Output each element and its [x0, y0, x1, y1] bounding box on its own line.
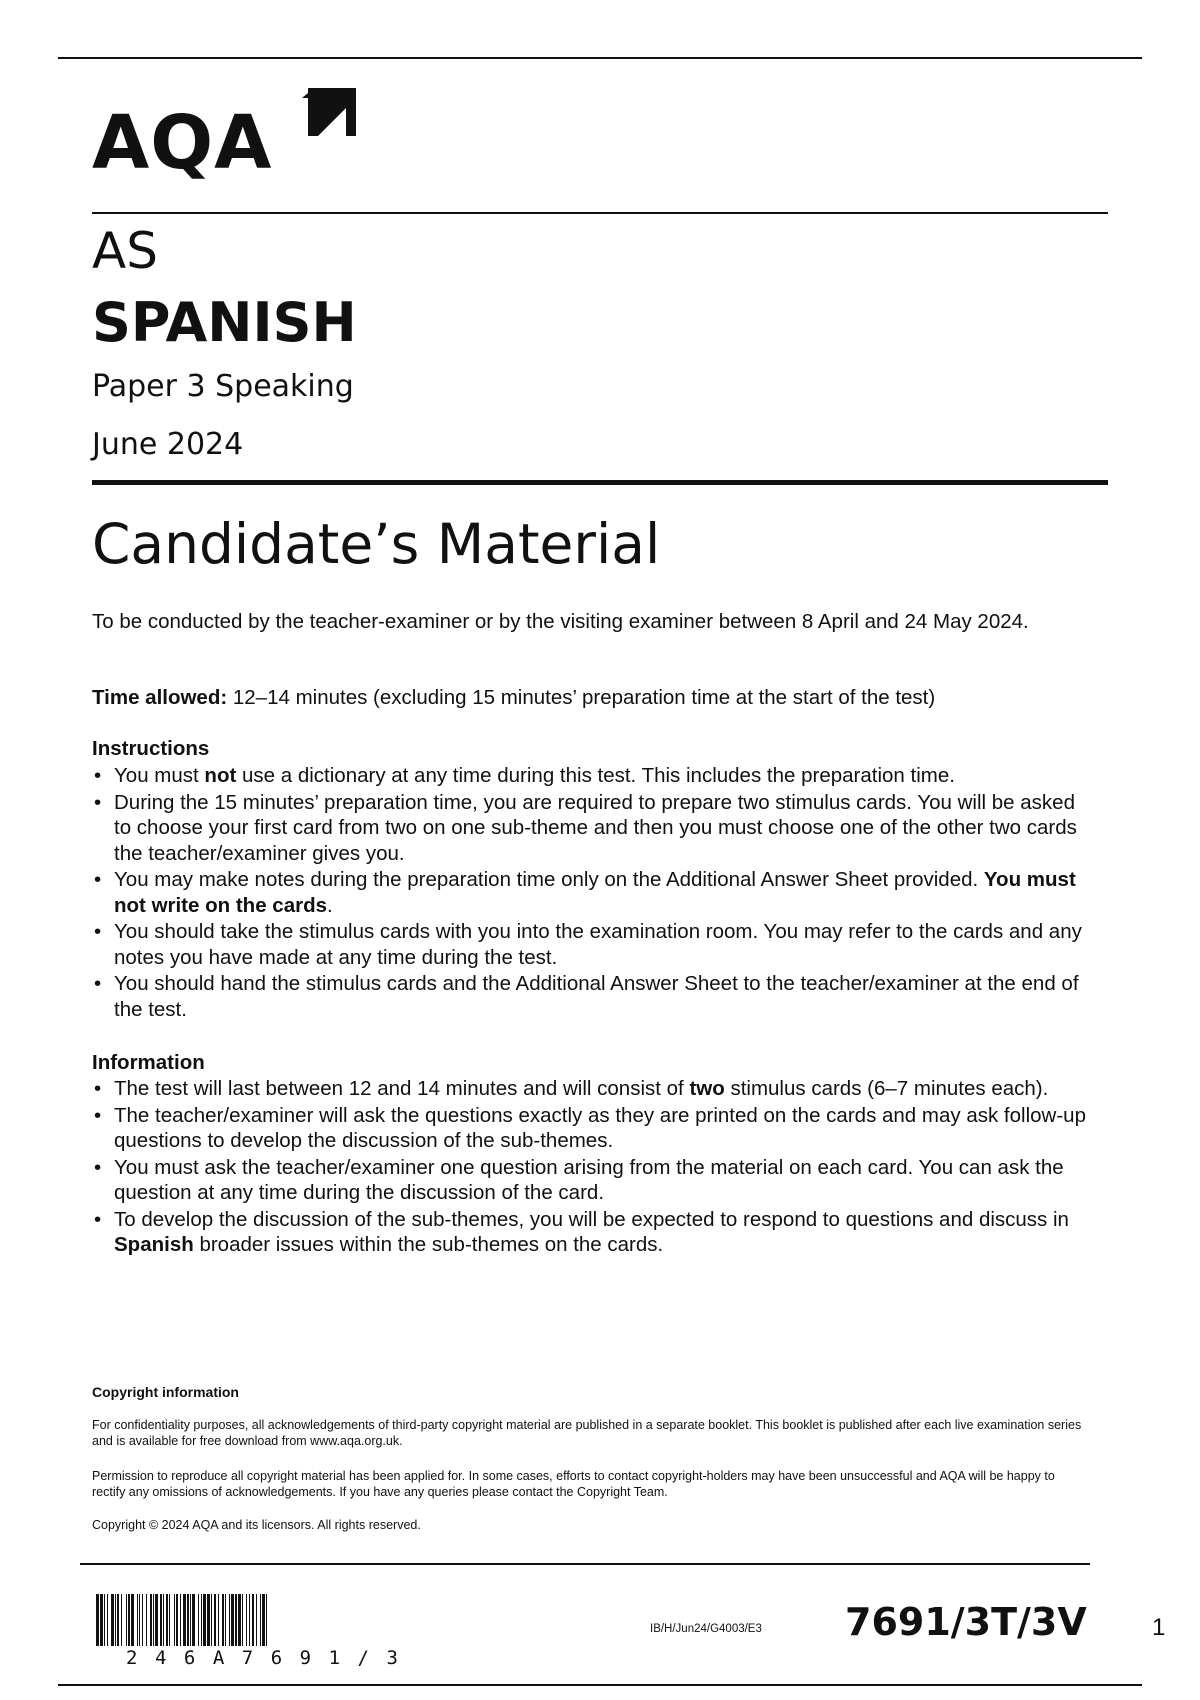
logo-rule: [92, 212, 1108, 214]
document-title: Candidate’s Material: [92, 512, 661, 576]
aqa-logo-mark-icon: [300, 86, 358, 144]
list-item: • To develop the discussion of the sub-themes, you will be expected to respond to questions and discuss in Spanish broader issues within the sub-themes on the cards.: [92, 1207, 1092, 1258]
paper-label: Paper 3 Speaking: [92, 369, 354, 404]
paper-code: 7691/3T/3V: [845, 1600, 1087, 1644]
aqa-logo-wordmark: AQA: [92, 100, 273, 186]
list-item: • The test will last between 12 and 14 minutes and will consist of two stimulus cards (6–7 minutes each).: [92, 1076, 1092, 1102]
aqa-logo: [92, 100, 362, 190]
list-item: • The teacher/examiner will ask the questions exactly as they are printed on the cards and may ask follow-up questions to develop the discussion of the sub-themes.: [92, 1103, 1092, 1154]
barcode-bars: [96, 1594, 426, 1646]
copyright-paragraph: Permission to reproduce all copyright material has been applied for. In some cases, efforts to contact copyright-holders may have been unsuccessful and AQA will be happy to rectify any omissions of acknowledgements. If you have any queries please contact the Copyright Team.: [92, 1469, 1055, 1499]
time-allowed-text: 12–14 minutes (excluding 15 minutes’ preparation time at the start of the test): [227, 686, 936, 709]
time-allowed: [92, 685, 1122, 710]
information-list: [92, 1076, 1092, 1259]
job-reference: IB/H/Jun24/G4003/E3: [650, 1623, 762, 1635]
session-label: June 2024: [92, 427, 244, 462]
information-heading: Information: [92, 1051, 205, 1074]
barcode-digits: 246A7691/3: [126, 1647, 416, 1669]
list-item: • You may make notes during the preparation time only on the Additional Answer Sheet provided. You must not write on the cards.: [92, 867, 1092, 918]
list-item: • During the 15 minutes’ preparation time, you are required to prepare two stimulus cards. You will be asked to choose your first card from two on one sub-theme and then you must choose one of the other two cards the teacher/examiner gives you.: [92, 790, 1092, 867]
page-number: 1: [1152, 1614, 1166, 1641]
list-item: • You should hand the stimulus cards and the Additional Answer Sheet to the teacher/examiner at the end of the test.: [92, 971, 1092, 1022]
barcode: [96, 1594, 426, 1669]
list-item: • You must ask the teacher/examiner one question arising from the material on each card. You can ask the question at any time during the discussion of the card.: [92, 1155, 1092, 1206]
top-rule: [58, 57, 1142, 59]
subject-title: SPANISH: [92, 291, 357, 354]
list-item: • You must not use a dictionary at any time during this test. This includes the preparation time.: [92, 763, 1092, 789]
bottom-rule: [58, 1684, 1142, 1686]
barcode-bar: [267, 1594, 270, 1646]
time-allowed-label: Time allowed:: [92, 686, 228, 709]
instructions-list: [92, 763, 1092, 1023]
copyright-heading: Copyright information: [92, 1384, 239, 1400]
intro-text: To be conducted by the teacher-examiner or by the visiting examiner between 8 April and 24 May 2024.: [92, 610, 1029, 633]
list-item: • You should take the stimulus cards with you into the examination room. You may refer to the cards and any notes you have made at any time during the test.: [92, 919, 1092, 970]
level-label: AS: [92, 222, 158, 280]
header-rule: [92, 480, 1108, 485]
copyright-paragraph: For confidentiality purposes, all acknowledgements of third-party copyright material are published in a separate booklet. This booklet is published after each live examination series and is available for free download from www.aqa.org.uk.: [92, 1418, 1082, 1448]
instructions-heading: Instructions: [92, 737, 210, 760]
footer-rule: [80, 1563, 1090, 1565]
copyright-notice: Copyright © 2024 AQA and its licensors. All rights reserved.: [92, 1518, 421, 1532]
